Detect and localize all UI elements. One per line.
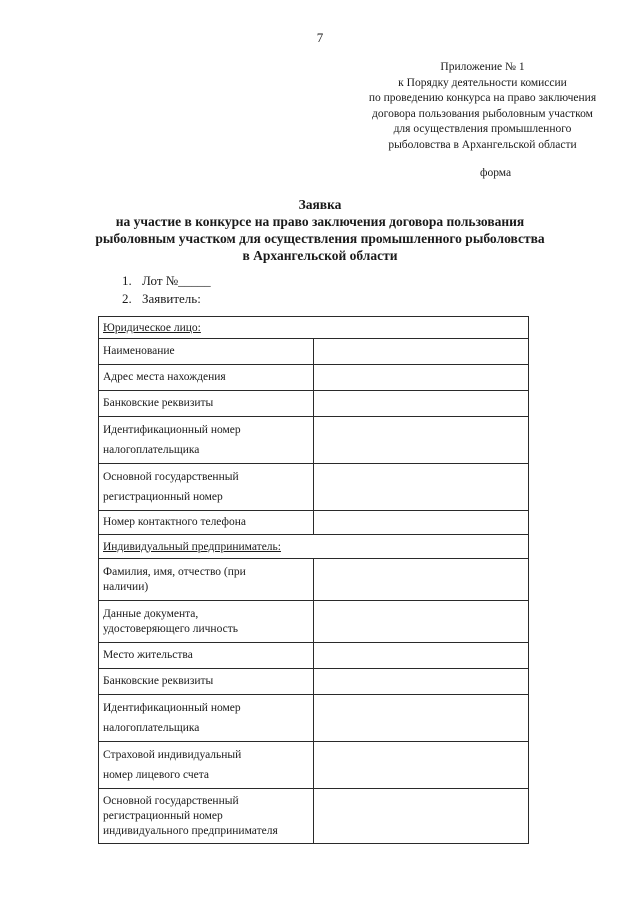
value-cell[interactable]: [314, 511, 529, 535]
table-row: [99, 391, 529, 417]
table-row: [99, 669, 529, 695]
field-label: Номер контактного телефона: [99, 511, 314, 535]
field-label: Банковские реквизиты: [99, 669, 314, 695]
list-item-text: Лот №_____: [142, 273, 211, 288]
value-cell[interactable]: [314, 365, 529, 391]
page-number: 7: [316, 30, 324, 45]
legal-entity-header: Юридическое лицо:: [99, 317, 529, 339]
table-row: [99, 559, 529, 601]
list-item-text: Заявитель:: [142, 291, 201, 306]
individual-entrepreneur-header: Индивидуальный предприниматель:: [99, 535, 529, 559]
value-cell[interactable]: [314, 464, 529, 511]
appendix-line: Приложение № 1: [440, 61, 525, 73]
value-cell[interactable]: [314, 417, 529, 464]
table-row: [99, 643, 529, 669]
value-cell[interactable]: [314, 742, 529, 789]
value-cell[interactable]: [314, 391, 529, 417]
field-label: Фамилия, имя, отчество (при наличии): [99, 559, 314, 601]
table-row: [99, 365, 529, 391]
field-label: Основной государственный регистрационный номер индивидуального предпринимателя: [99, 789, 314, 844]
value-cell[interactable]: [314, 643, 529, 669]
table-row: [99, 789, 529, 844]
list-item-lot: [122, 272, 211, 290]
field-label: Адрес места нахождения: [99, 365, 314, 391]
field-label: Идентификационный номер налогоплательщика: [99, 417, 314, 464]
table-row: [99, 417, 529, 464]
title-line: Заявка: [298, 197, 342, 212]
value-cell[interactable]: [314, 559, 529, 601]
field-label: Страховой индивидуальный номер лицевого счета: [99, 742, 314, 789]
field-label: Основной государственный регистрационный номер: [99, 464, 314, 511]
value-cell[interactable]: [314, 789, 529, 844]
title-line: на участие в конкурсе на право заключения договора пользования: [115, 214, 525, 229]
appendix-line: для осуществления промышленного: [393, 123, 572, 135]
table-row: [99, 464, 529, 511]
appendix-line: по проведению конкурса на право заключения: [368, 92, 597, 104]
field-label: Место жительства: [99, 643, 314, 669]
field-label: Идентификационный номер налогоплательщика: [99, 695, 314, 742]
appendix-note: [340, 60, 625, 153]
list-item-number: 1.: [122, 273, 132, 288]
value-cell[interactable]: [314, 339, 529, 365]
title-line: в Архангельской области: [242, 248, 398, 263]
numbered-list: [122, 272, 211, 308]
table-row: [99, 742, 529, 789]
table-row: [99, 511, 529, 535]
application-form-table: [98, 316, 529, 844]
appendix-line: договора пользования рыболовным участком: [372, 107, 593, 120]
title-line: рыболовным участком для осуществления промышленного рыболовства: [95, 231, 545, 246]
field-label: Данные документа, удостоверяющего личность: [99, 601, 314, 643]
value-cell[interactable]: [314, 601, 529, 643]
document-title: [60, 196, 580, 264]
table-row: [99, 339, 529, 365]
value-cell[interactable]: [314, 695, 529, 742]
table-row: [99, 601, 529, 643]
table-row: [99, 695, 529, 742]
list-item-applicant: [122, 290, 211, 308]
table-section-header: [99, 317, 529, 339]
form-label: форма: [480, 167, 512, 179]
value-cell[interactable]: [314, 669, 529, 695]
appendix-line: рыболовства в Архангельской области: [388, 138, 577, 151]
field-label: Банковские реквизиты: [99, 391, 314, 417]
appendix-line: к Порядку деятельности комиссии: [398, 76, 567, 89]
table-section-header: [99, 535, 529, 559]
list-item-number: 2.: [122, 291, 132, 306]
field-label: Наименование: [99, 339, 314, 365]
